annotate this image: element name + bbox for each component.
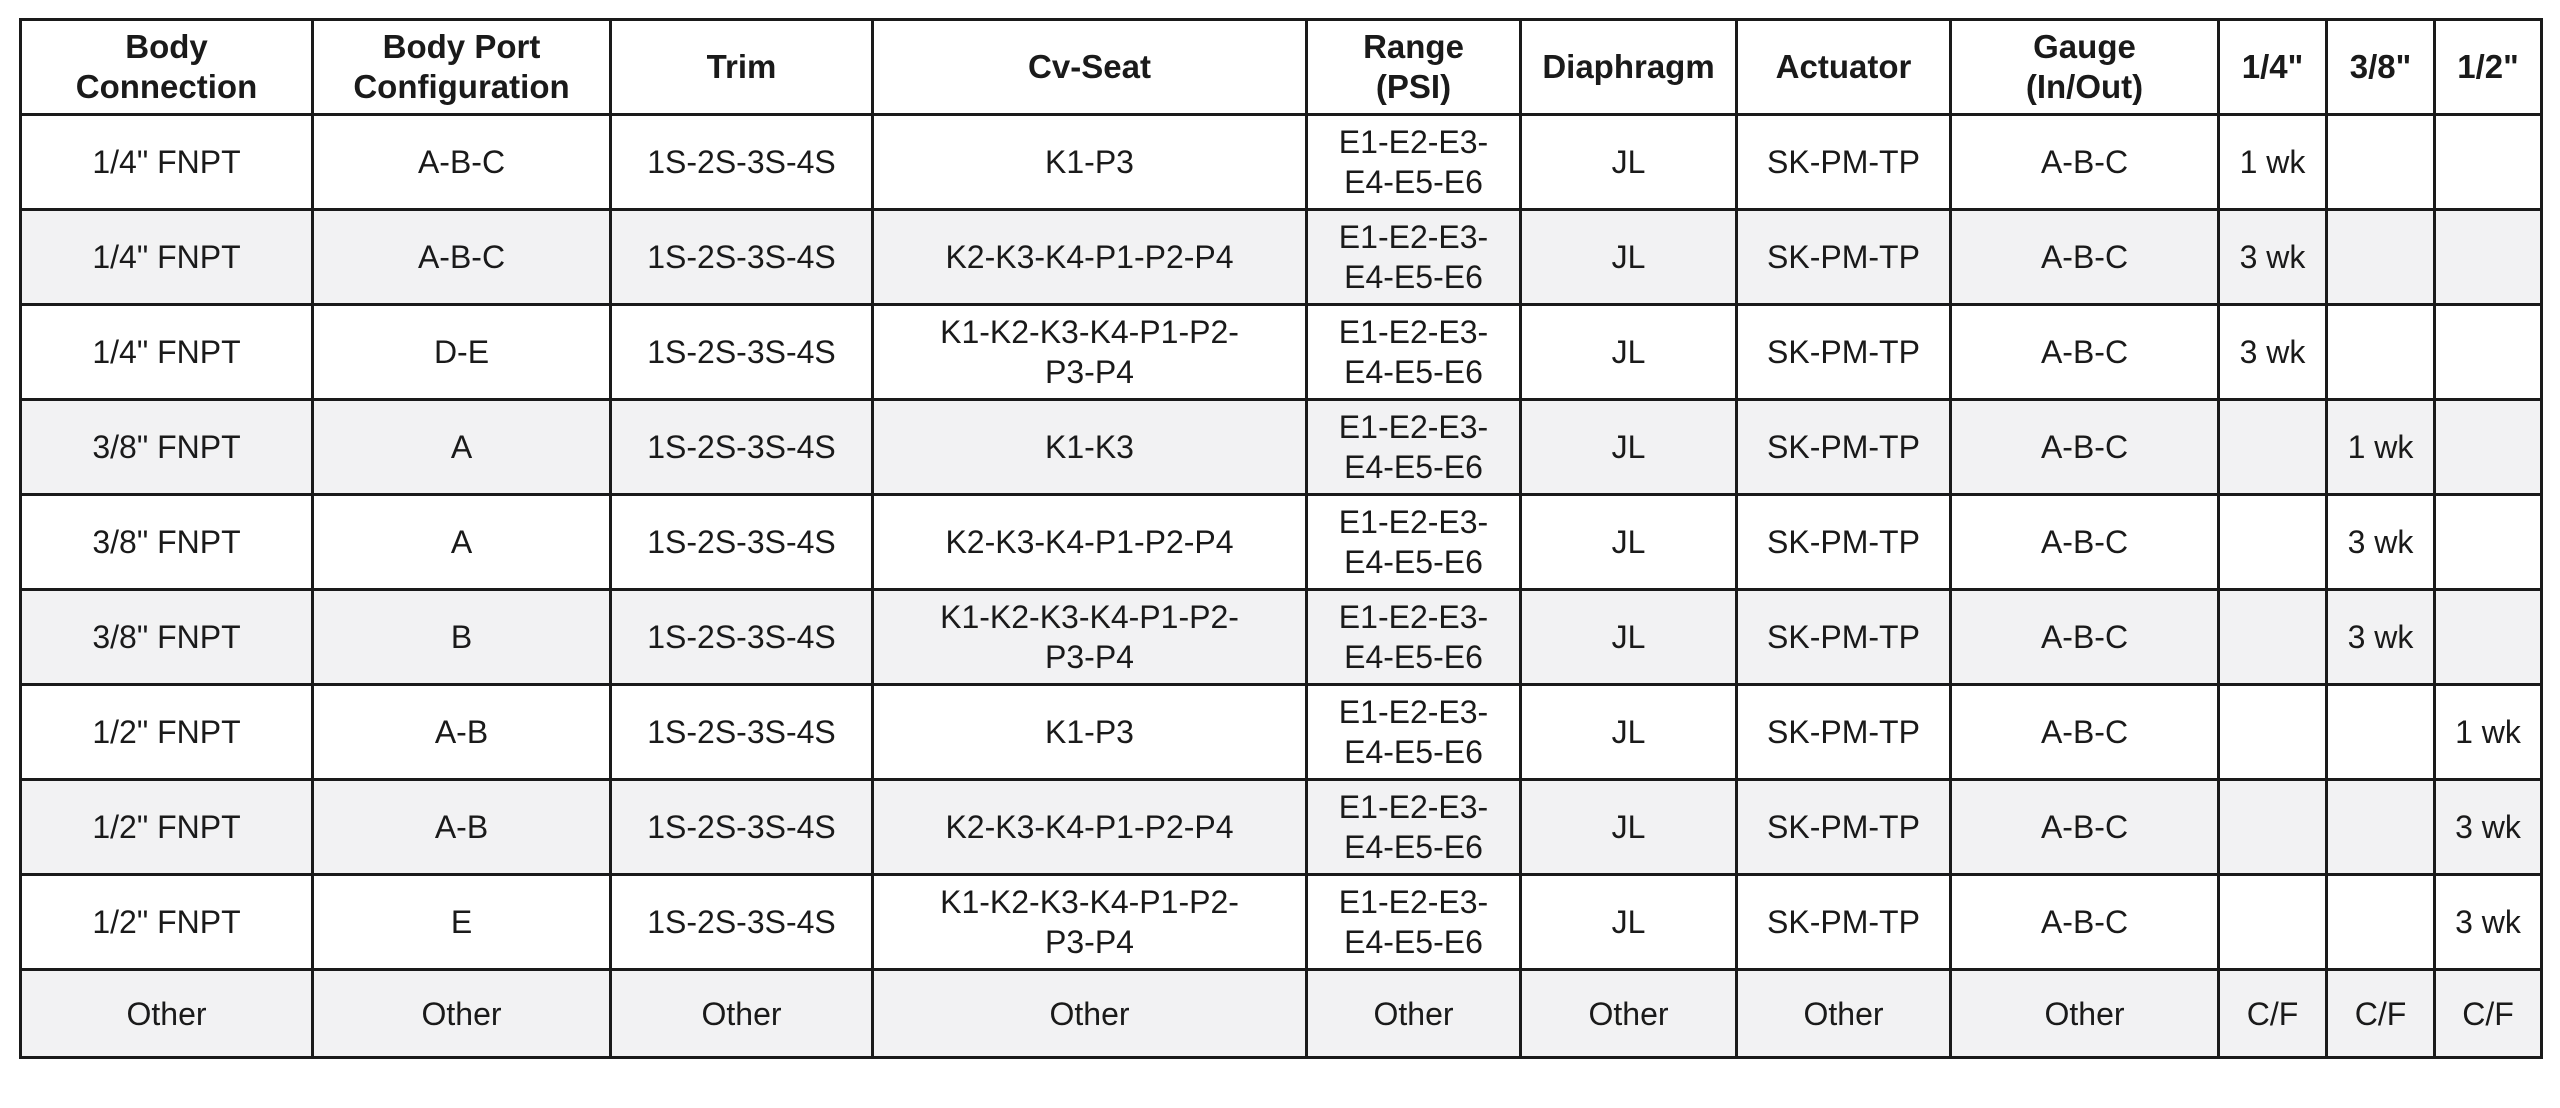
cell-diaphragm — [1521, 875, 1737, 970]
cell-body-port-configuration — [313, 590, 611, 685]
cell-diaphragm — [1521, 685, 1737, 780]
cell-cv-seat — [873, 875, 1307, 970]
cell-range-psi — [1307, 590, 1521, 685]
cell-text-line: P3-P4 — [1045, 639, 1134, 675]
cell-text-line: JL — [1611, 239, 1646, 275]
cell-quarter-inch-lead-time — [2219, 685, 2327, 780]
cell-text-line: Range — [1363, 28, 1464, 65]
cell-half-inch-lead-time — [2435, 875, 2542, 970]
table-row — [21, 875, 2542, 970]
cell-text-line: Trim — [706, 48, 777, 85]
cell-diaphragm — [1521, 210, 1737, 305]
cell-cv-seat — [873, 305, 1307, 400]
cell-text-line: A-B-C — [2040, 429, 2129, 465]
cell-text-line: Configuration — [353, 68, 570, 105]
cell-three-eighths-inch-lead-time — [2327, 590, 2435, 685]
cell-text-line: 1S-2S-3S-4S — [647, 809, 836, 845]
cell-trim — [611, 210, 873, 305]
cell-text-line: K2-K3-K4-P1-P2-P4 — [945, 809, 1234, 845]
cell-body-connection — [21, 305, 313, 400]
cell-text-line: 3/8" FNPT — [92, 429, 241, 465]
cell-trim — [611, 305, 873, 400]
cell-text-line: E1-E2-E3- — [1338, 409, 1489, 445]
cell-text-line: P3-P4 — [1045, 354, 1134, 390]
cell-text-line: 1/2" FNPT — [92, 904, 241, 940]
cell-text-line: A — [450, 524, 473, 560]
cell-trim — [611, 400, 873, 495]
cell-quarter-inch-lead-time — [2219, 115, 2327, 210]
cell-text-line: 1/2" FNPT — [92, 714, 241, 750]
cell-body-port-configuration — [313, 400, 611, 495]
cell-three-eighths-inch-lead-time — [2327, 210, 2435, 305]
cell-text-line: 3/8" FNPT — [92, 619, 241, 655]
cell-text-line: E — [450, 904, 473, 940]
cell-text-line: Body Port — [382, 28, 541, 65]
cell-text-line: Body — [125, 28, 208, 65]
cell-half-inch-lead-time — [2435, 780, 2542, 875]
cell-text-line: 3/8" — [2349, 48, 2412, 85]
cell-trim — [611, 590, 873, 685]
cell-actuator — [1737, 875, 1951, 970]
header-body-port-configuration — [313, 20, 611, 115]
cell-text-line: 1S-2S-3S-4S — [647, 904, 836, 940]
cell-body-connection — [21, 875, 313, 970]
cell-gauge-in-out — [1951, 495, 2219, 590]
cell-text-line: A-B — [434, 714, 489, 750]
cell-gauge-in-out — [1951, 875, 2219, 970]
cell-gauge-in-out — [1951, 780, 2219, 875]
cell-gauge-in-out — [1951, 210, 2219, 305]
lead-time-table — [19, 18, 2543, 1059]
header-body-connection — [21, 20, 313, 115]
cell-text-line: E1-E2-E3- — [1338, 219, 1489, 255]
cell-text-line: SK-PM-TP — [1767, 714, 1920, 750]
cell-text-line: A-B-C — [2040, 809, 2129, 845]
cell-three-eighths-inch-lead-time — [2327, 875, 2435, 970]
cell-gauge-in-out — [1951, 685, 2219, 780]
cell-text-line: 1S-2S-3S-4S — [647, 144, 836, 180]
cell-text-line: A-B-C — [2040, 904, 2129, 940]
cell-text-line: B — [450, 619, 473, 655]
cell-quarter-inch-lead-time — [2219, 495, 2327, 590]
cell-body-port-configuration — [313, 495, 611, 590]
cell-half-inch-lead-time — [2435, 210, 2542, 305]
cell-text-line: Other — [421, 995, 502, 1032]
cell-three-eighths-inch-lead-time — [2327, 495, 2435, 590]
cell-body-connection — [21, 115, 313, 210]
cell-text-line: SK-PM-TP — [1767, 334, 1920, 370]
cell-quarter-inch-lead-time — [2219, 780, 2327, 875]
cell-text-line: 3 wk — [2347, 524, 2414, 560]
cell-text-line: Actuator — [1775, 48, 1912, 85]
cell-three-eighths-inch-lead-time — [2327, 970, 2435, 1058]
cell-trim — [611, 875, 873, 970]
cell-three-eighths-inch-lead-time — [2327, 780, 2435, 875]
header-cv-seat — [873, 20, 1307, 115]
table-body — [21, 115, 2542, 1058]
cell-text-line: A-B-C — [2040, 524, 2129, 560]
cell-text-line: JL — [1611, 809, 1646, 845]
cell-text-line: Connection — [75, 68, 258, 105]
table-row — [21, 305, 2542, 400]
cell-text-line: Other — [1803, 995, 1884, 1032]
cell-three-eighths-inch-lead-time — [2327, 305, 2435, 400]
cell-range-psi — [1307, 305, 1521, 400]
cell-text-line: 1 wk — [2239, 144, 2306, 180]
cell-text-line: JL — [1611, 144, 1646, 180]
cell-cv-seat — [873, 210, 1307, 305]
cell-text-line: Other — [126, 995, 207, 1032]
cell-text-line: 1/4" FNPT — [92, 239, 241, 275]
cell-half-inch-lead-time — [2435, 400, 2542, 495]
cell-text-line: 1/4" FNPT — [92, 144, 241, 180]
cell-text-line: D-E — [433, 334, 490, 370]
cell-actuator — [1737, 590, 1951, 685]
cell-trim — [611, 780, 873, 875]
header-actuator — [1737, 20, 1951, 115]
cell-text-line: A-B-C — [417, 239, 506, 275]
header-diaphragm — [1521, 20, 1737, 115]
cell-text-line: C/F — [2354, 995, 2407, 1032]
cell-quarter-inch-lead-time — [2219, 875, 2327, 970]
cell-diaphragm — [1521, 590, 1737, 685]
cell-text-line: Diaphragm — [1542, 48, 1715, 85]
cell-range-psi — [1307, 495, 1521, 590]
cell-gauge-in-out — [1951, 400, 2219, 495]
cell-half-inch-lead-time — [2435, 685, 2542, 780]
table-row — [21, 970, 2542, 1058]
cell-text-line: E4-E5-E6 — [1344, 544, 1483, 580]
cell-text-line: 1/4" FNPT — [92, 334, 241, 370]
cell-text-line: A-B-C — [2040, 714, 2129, 750]
cell-body-connection — [21, 970, 313, 1058]
cell-cv-seat — [873, 400, 1307, 495]
table-row — [21, 115, 2542, 210]
cell-text-line: SK-PM-TP — [1767, 239, 1920, 275]
cell-body-port-configuration — [313, 970, 611, 1058]
cell-text-line: K2-K3-K4-P1-P2-P4 — [945, 239, 1234, 275]
cell-actuator — [1737, 115, 1951, 210]
cell-diaphragm — [1521, 115, 1737, 210]
cell-text-line: E1-E2-E3- — [1338, 599, 1489, 635]
cell-text-line: (PSI) — [1375, 68, 1452, 105]
cell-text-line: 1S-2S-3S-4S — [647, 334, 836, 370]
cell-diaphragm — [1521, 400, 1737, 495]
cell-text-line: A-B-C — [417, 144, 506, 180]
cell-gauge-in-out — [1951, 970, 2219, 1058]
header-three-eighths-inch — [2327, 20, 2435, 115]
cell-actuator — [1737, 400, 1951, 495]
cell-half-inch-lead-time — [2435, 495, 2542, 590]
cell-text-line: A-B-C — [2040, 619, 2129, 655]
cell-text-line: K1-K2-K3-K4-P1-P2- — [940, 884, 1239, 920]
cell-body-connection — [21, 590, 313, 685]
cell-text-line: Other — [701, 995, 782, 1032]
cell-range-psi — [1307, 875, 1521, 970]
cell-diaphragm — [1521, 780, 1737, 875]
cell-range-psi — [1307, 970, 1521, 1058]
cell-text-line: SK-PM-TP — [1767, 429, 1920, 465]
cell-text-line: SK-PM-TP — [1767, 524, 1920, 560]
cell-text-line: E4-E5-E6 — [1344, 639, 1483, 675]
cell-body-connection — [21, 400, 313, 495]
cell-body-connection — [21, 685, 313, 780]
cell-cv-seat — [873, 115, 1307, 210]
cell-half-inch-lead-time — [2435, 970, 2542, 1058]
cell-text-line: Other — [1588, 995, 1669, 1032]
cell-text-line: E1-E2-E3- — [1338, 504, 1489, 540]
cell-body-connection — [21, 495, 313, 590]
cell-text-line: 1S-2S-3S-4S — [647, 619, 836, 655]
cell-text-line: 1S-2S-3S-4S — [647, 239, 836, 275]
cell-text-line: SK-PM-TP — [1767, 904, 1920, 940]
cell-cv-seat — [873, 780, 1307, 875]
cell-diaphragm — [1521, 305, 1737, 400]
cell-text-line: 3/8" FNPT — [92, 524, 241, 560]
cell-half-inch-lead-time — [2435, 115, 2542, 210]
cell-half-inch-lead-time — [2435, 590, 2542, 685]
header-trim — [611, 20, 873, 115]
cell-text-line: Gauge — [2033, 28, 2136, 65]
header-range-psi — [1307, 20, 1521, 115]
cell-text-line: E1-E2-E3- — [1338, 694, 1489, 730]
cell-text-line: JL — [1611, 904, 1646, 940]
cell-text-line: A — [450, 429, 473, 465]
cell-three-eighths-inch-lead-time — [2327, 685, 2435, 780]
cell-text-line: K2-K3-K4-P1-P2-P4 — [945, 524, 1234, 560]
cell-text-line: JL — [1611, 619, 1646, 655]
cell-text-line: JL — [1611, 524, 1646, 560]
cell-text-line: SK-PM-TP — [1767, 809, 1920, 845]
cell-text-line: E1-E2-E3- — [1338, 789, 1489, 825]
cell-diaphragm — [1521, 970, 1737, 1058]
cell-text-line: E4-E5-E6 — [1344, 829, 1483, 865]
cell-text-line: 3 wk — [2239, 334, 2306, 370]
cell-quarter-inch-lead-time — [2219, 590, 2327, 685]
cell-text-line: C/F — [2246, 995, 2299, 1032]
table-row — [21, 780, 2542, 875]
cell-trim — [611, 970, 873, 1058]
cell-trim — [611, 685, 873, 780]
cell-three-eighths-inch-lead-time — [2327, 400, 2435, 495]
cell-gauge-in-out — [1951, 305, 2219, 400]
cell-text-line: C/F — [2462, 995, 2514, 1032]
cell-text-line: SK-PM-TP — [1767, 619, 1920, 655]
cell-text-line: E4-E5-E6 — [1344, 259, 1483, 295]
table-row — [21, 210, 2542, 305]
cell-quarter-inch-lead-time — [2219, 305, 2327, 400]
cell-text-line: E4-E5-E6 — [1344, 449, 1483, 485]
cell-text-line: 3 wk — [2347, 619, 2414, 655]
table-row — [21, 590, 2542, 685]
cell-half-inch-lead-time — [2435, 305, 2542, 400]
cell-text-line: 3 wk — [2239, 239, 2306, 275]
cell-body-connection — [21, 210, 313, 305]
cell-gauge-in-out — [1951, 590, 2219, 685]
cell-text-line: 1S-2S-3S-4S — [647, 714, 836, 750]
cell-body-connection — [21, 780, 313, 875]
cell-text-line: K1-K2-K3-K4-P1-P2- — [940, 599, 1239, 635]
cell-trim — [611, 115, 873, 210]
cell-gauge-in-out — [1951, 115, 2219, 210]
cell-text-line: 3 wk — [2455, 904, 2521, 940]
cell-cv-seat — [873, 590, 1307, 685]
cell-three-eighths-inch-lead-time — [2327, 115, 2435, 210]
cell-text-line: 1S-2S-3S-4S — [647, 524, 836, 560]
cell-text-line: Cv-Seat — [1028, 48, 1151, 85]
cell-quarter-inch-lead-time — [2219, 210, 2327, 305]
header-quarter-inch — [2219, 20, 2327, 115]
cell-text-line: K1-K3 — [1045, 429, 1134, 465]
cell-text-line: Other — [1373, 995, 1454, 1032]
cell-text-line: 1 wk — [2455, 714, 2521, 750]
table-row — [21, 685, 2542, 780]
cell-range-psi — [1307, 400, 1521, 495]
cell-text-line: Other — [2044, 995, 2125, 1032]
cell-text-line: E1-E2-E3- — [1338, 124, 1489, 160]
cell-cv-seat — [873, 495, 1307, 590]
cell-body-port-configuration — [313, 780, 611, 875]
cell-cv-seat — [873, 970, 1307, 1058]
cell-body-port-configuration — [313, 210, 611, 305]
cell-text-line: 1S-2S-3S-4S — [647, 429, 836, 465]
cell-text-line: P3-P4 — [1045, 924, 1134, 960]
cell-quarter-inch-lead-time — [2219, 400, 2327, 495]
cell-cv-seat — [873, 685, 1307, 780]
cell-text-line: JL — [1611, 714, 1646, 750]
cell-text-line: E1-E2-E3- — [1338, 884, 1489, 920]
cell-body-port-configuration — [313, 115, 611, 210]
cell-text-line: 3 wk — [2455, 809, 2521, 845]
cell-quarter-inch-lead-time — [2219, 970, 2327, 1058]
table-row — [21, 495, 2542, 590]
table-row — [21, 400, 2542, 495]
cell-text-line: E4-E5-E6 — [1344, 354, 1483, 390]
cell-body-port-configuration — [313, 875, 611, 970]
cell-body-port-configuration — [313, 685, 611, 780]
cell-text-line: A-B-C — [2040, 334, 2129, 370]
cell-text-line: JL — [1611, 334, 1646, 370]
cell-text-line: JL — [1611, 429, 1646, 465]
cell-text-line: E4-E5-E6 — [1344, 734, 1483, 770]
cell-actuator — [1737, 495, 1951, 590]
cell-text-line: 1 wk — [2347, 429, 2414, 465]
cell-text-line: E1-E2-E3- — [1338, 314, 1489, 350]
cell-actuator — [1737, 210, 1951, 305]
cell-text-line: A-B-C — [2040, 239, 2129, 275]
cell-range-psi — [1307, 115, 1521, 210]
cell-text-line: K1-P3 — [1045, 144, 1134, 180]
cell-text-line: E4-E5-E6 — [1344, 924, 1483, 960]
cell-text-line: 1/2" FNPT — [92, 809, 241, 845]
cell-range-psi — [1307, 210, 1521, 305]
cell-actuator — [1737, 780, 1951, 875]
cell-range-psi — [1307, 685, 1521, 780]
cell-range-psi — [1307, 780, 1521, 875]
cell-text-line: A-B — [434, 809, 489, 845]
cell-diaphragm — [1521, 495, 1737, 590]
cell-text-line: 1/4" — [2241, 48, 2304, 85]
lead-time-table-container — [19, 18, 2543, 1059]
cell-actuator — [1737, 685, 1951, 780]
cell-text-line: SK-PM-TP — [1767, 144, 1920, 180]
cell-text-line: K1-K2-K3-K4-P1-P2- — [940, 314, 1239, 350]
header-gauge-in-out — [1951, 20, 2219, 115]
cell-text-line: (In/Out) — [2025, 68, 2144, 105]
cell-text-line: K1-P3 — [1045, 714, 1134, 750]
cell-text-line: A-B-C — [2040, 144, 2129, 180]
cell-actuator — [1737, 305, 1951, 400]
cell-text-line: 1/2" — [2457, 48, 2519, 85]
header-half-inch — [2435, 20, 2542, 115]
cell-text-line: Other — [1049, 995, 1130, 1032]
cell-trim — [611, 495, 873, 590]
cell-body-port-configuration — [313, 305, 611, 400]
cell-actuator — [1737, 970, 1951, 1058]
cell-text-line: E4-E5-E6 — [1344, 164, 1483, 200]
table-header-row — [21, 20, 2542, 115]
